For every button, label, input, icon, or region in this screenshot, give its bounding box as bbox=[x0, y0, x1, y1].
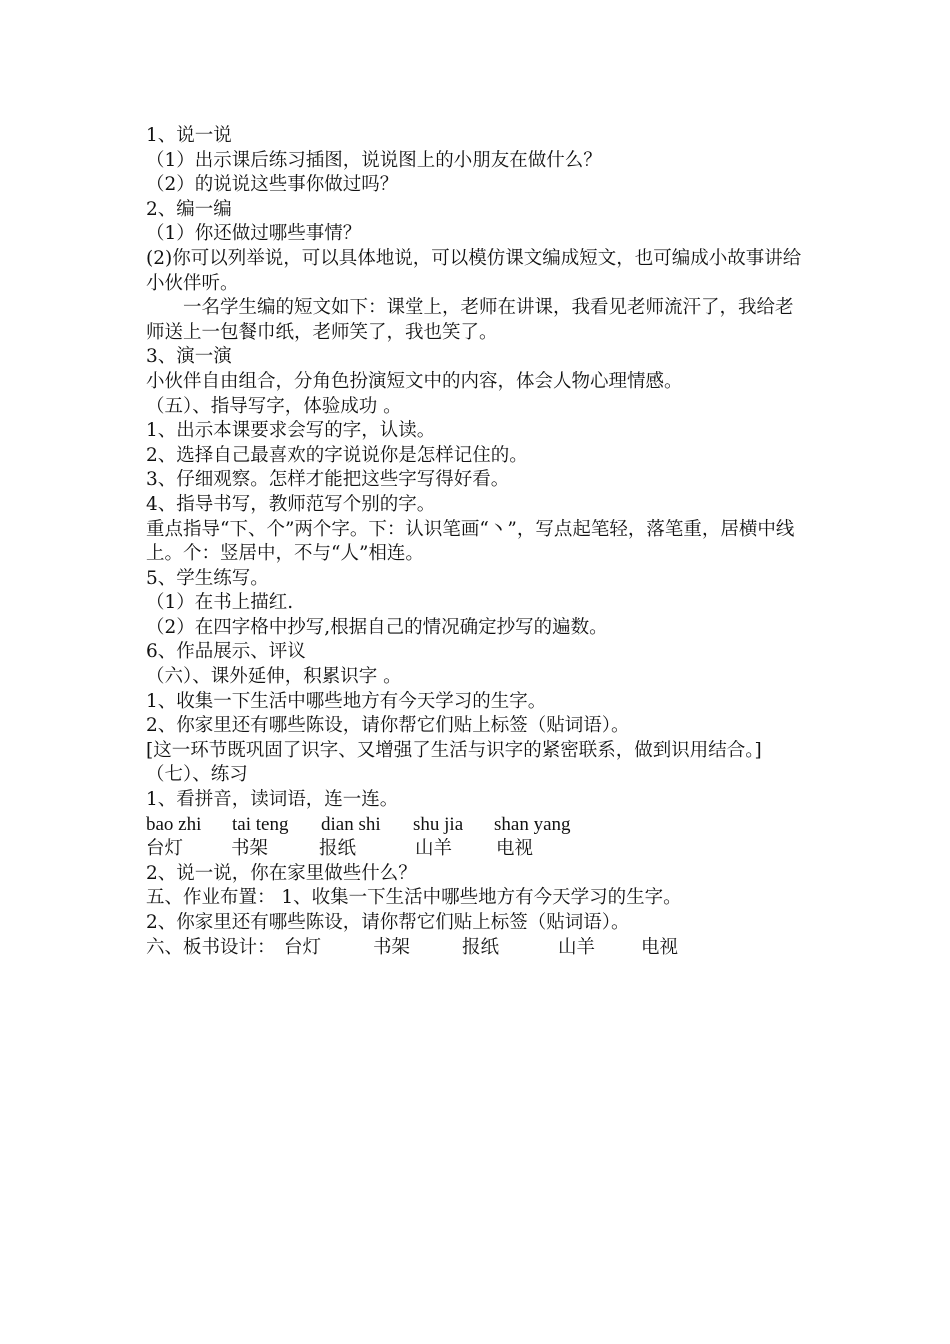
word-item: 书架 bbox=[231, 838, 269, 860]
text-line: （1）在书上描红. bbox=[146, 592, 294, 614]
word-item: 报纸 bbox=[319, 838, 357, 860]
text-paragraph: (2)你可以列举说，可以具体地说，可以模仿课文编成短文，也可编成小故事讲给小伙伴听。 bbox=[146, 247, 802, 294]
text-line: （2）的说说这些事你做过吗？ bbox=[146, 174, 399, 196]
word-row bbox=[146, 837, 808, 862]
board-design-row bbox=[146, 936, 808, 961]
word-item: 台灯 bbox=[146, 838, 184, 860]
document-page bbox=[146, 124, 808, 960]
pinyin-row bbox=[146, 813, 808, 838]
board-label: 六、板书设计： bbox=[146, 936, 276, 958]
text-line: 4、指导书写，教师范写个别的字。 bbox=[146, 493, 436, 515]
pinyin-item: dian shi bbox=[321, 813, 381, 835]
text-line: 1、收集一下生活中哪些地方有今天学习的生字。 bbox=[146, 690, 547, 712]
board-word: 台灯 bbox=[284, 936, 322, 958]
text-paragraph: [这一环节既巩固了识字、又增强了生活与识字的紧密联系，做到识用结合。] bbox=[146, 739, 762, 761]
text-line: 小伙伴自由组合，分角色扮演短文中的内容，体会人物心理情感。 bbox=[146, 370, 683, 392]
pinyin-item: tai teng bbox=[232, 813, 289, 835]
section-heading: （六）、课外延伸，积累识字 。 bbox=[146, 666, 402, 688]
text-line: 1、出示本课要求会写的字，认读。 bbox=[146, 420, 436, 442]
text-line: （1）你还做过哪些事情？ bbox=[146, 223, 362, 245]
section-heading: （五）、指导写字，体验成功 。 bbox=[146, 395, 402, 417]
text-line: 3、仔细观察。怎样才能把这些字写得好看。 bbox=[146, 469, 510, 491]
board-word: 山羊 bbox=[558, 936, 596, 958]
pinyin-item: bao zhi bbox=[146, 813, 202, 835]
heading-say: 1、说一说 bbox=[146, 125, 232, 146]
heading-act: 3、演一演 bbox=[146, 346, 232, 368]
board-word: 报纸 bbox=[462, 936, 500, 958]
pinyin-item: shu jia bbox=[413, 813, 464, 835]
word-item: 山羊 bbox=[415, 838, 453, 860]
heading-compose: 2、编一编 bbox=[146, 198, 232, 220]
text-line: （1）出示课后练习插图，说说图上的小朋友在做什么？ bbox=[146, 149, 602, 171]
board-word: 书架 bbox=[373, 936, 411, 958]
text-line: 2、你家里还有哪些陈设，请你帮它们贴上标签（贴词语）。 bbox=[146, 715, 630, 737]
text-line: 2、说一说，你在家里做些什么？ bbox=[146, 862, 417, 884]
board-word: 电视 bbox=[641, 936, 679, 958]
pinyin-item: shan yang bbox=[494, 813, 571, 835]
text-paragraph: 一名学生编的短文如下：课堂上，老师在讲课，我看见老师流汗了，我给老师送上一包餐巾纸，老师笑了，我也笑了。 bbox=[146, 297, 794, 343]
section-heading: （七）、练习 bbox=[146, 764, 248, 786]
word-item: 电视 bbox=[496, 838, 534, 860]
text-paragraph: 重点指导“下、个”两个字。下：认识笔画“丶”，写点起笔轻，落笔重，居横中线上。个：竖居中，不与“人”相连。 bbox=[146, 518, 795, 565]
text-line: 5、学生练写。 bbox=[146, 567, 269, 589]
text-line: 2、选择自己最喜欢的字说说你是怎样记住的。 bbox=[146, 444, 528, 466]
text-line: （2）在四字格中抄写,根据自己的情况确定抄写的遍数。 bbox=[146, 616, 608, 638]
text-line: 2、你家里还有哪些陈设，请你帮它们贴上标签（贴词语）。 bbox=[146, 912, 630, 933]
homework-heading: 五、作业布置： 1、收集一下生活中哪些地方有今天学习的生字。 bbox=[146, 887, 682, 909]
text-line: 6、作品展示、评议 bbox=[146, 641, 306, 663]
text-line: 1、看拼音，读词语，连一连。 bbox=[146, 789, 399, 811]
